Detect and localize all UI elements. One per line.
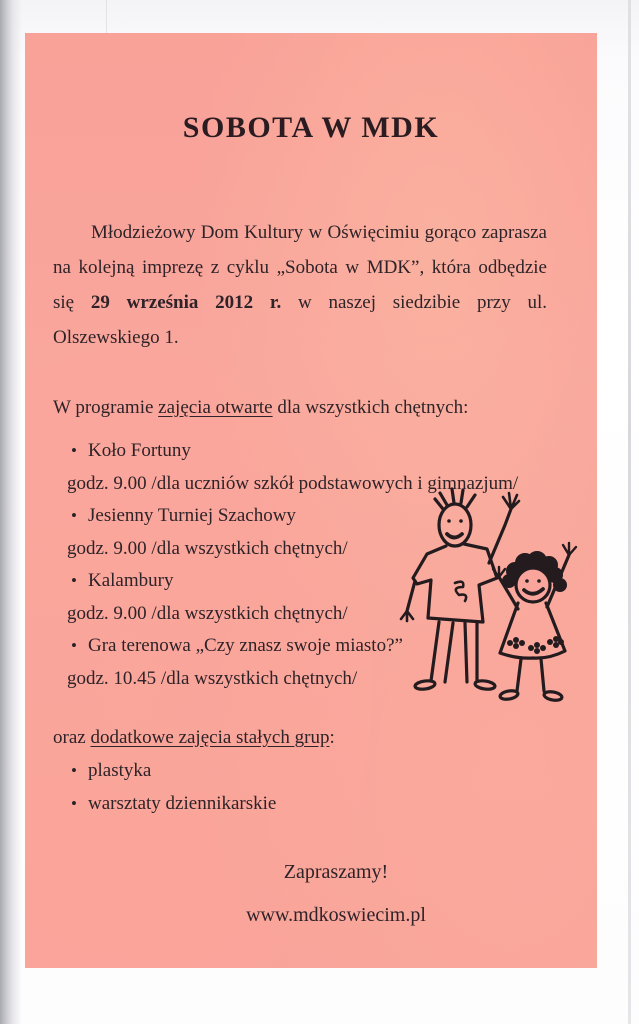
event-date: 29 września 2012 r. [90, 292, 282, 313]
flyer-title: SOBOTA W MDK [182, 111, 440, 144]
bullet-icon: • [71, 571, 77, 590]
activity-time: godz. 9.00 /dla wszystkich chętnych/ [67, 602, 348, 624]
activity-name: plastyka [88, 760, 152, 781]
intro-paragraph [25, 215, 597, 355]
closing-text: Zapraszamy! [283, 861, 389, 883]
website-text: www.mdkoswiecim.pl [246, 904, 426, 926]
flyer-footer [25, 857, 597, 930]
scan-left-shadow [0, 0, 22, 1024]
scan-page-edge [628, 0, 631, 1024]
extra-heading [25, 723, 597, 753]
list-item [25, 788, 597, 821]
extra-heading-prefix: oraz [53, 727, 91, 748]
activity-name: Gra terenowa „Czy znasz swoje miasto?” [88, 635, 403, 656]
intro-text-start: Młodzieżowy Dom Kultury w Oświęcimiu gorąco zaprasza na kolejną imprezę z cyklu „Sobota w MDK”, która odbędzie się [53, 222, 547, 313]
bullet-icon: • [71, 506, 77, 525]
program-heading-prefix: W programie [53, 397, 159, 418]
extra-list [25, 755, 597, 820]
list-item [25, 435, 597, 468]
bullet-icon: • [71, 636, 77, 655]
bullet-icon: • [71, 761, 77, 780]
scan-seam-line [106, 0, 107, 34]
activity-time: godz. 10.45 /dla wszystkich chętnych/ [67, 667, 358, 689]
activity-name: warsztaty dziennikarskie [88, 792, 277, 814]
activity-name: Koło Fortuny [88, 440, 191, 461]
extra-heading-suffix: : [329, 727, 335, 748]
activity-name: Jesienny Turniej Szachowy [88, 505, 296, 526]
bullet-icon: • [71, 441, 77, 460]
bullet-icon: • [71, 793, 77, 813]
program-heading-underlined: zajęcia otwarte [158, 397, 273, 418]
extra-heading-underlined: dodatkowe zajęcia stałych grup [90, 727, 330, 748]
list-item [25, 755, 597, 788]
program-heading [25, 393, 597, 423]
children-drawing-illustration [397, 485, 602, 705]
intro-text-end: w naszej siedzibie przy ul. Olszewskiego 1. [53, 292, 548, 348]
activity-name: Kalambury [88, 570, 174, 591]
activity-time: godz. 9.00 /dla uczniów szkół podstawowych i gimnazjum/ [67, 472, 519, 494]
pink-flyer [25, 33, 597, 968]
program-heading-suffix: dla wszystkich chętnych: [272, 397, 469, 418]
activity-time: godz. 9.00 /dla wszystkich chętnych/ [67, 537, 348, 559]
